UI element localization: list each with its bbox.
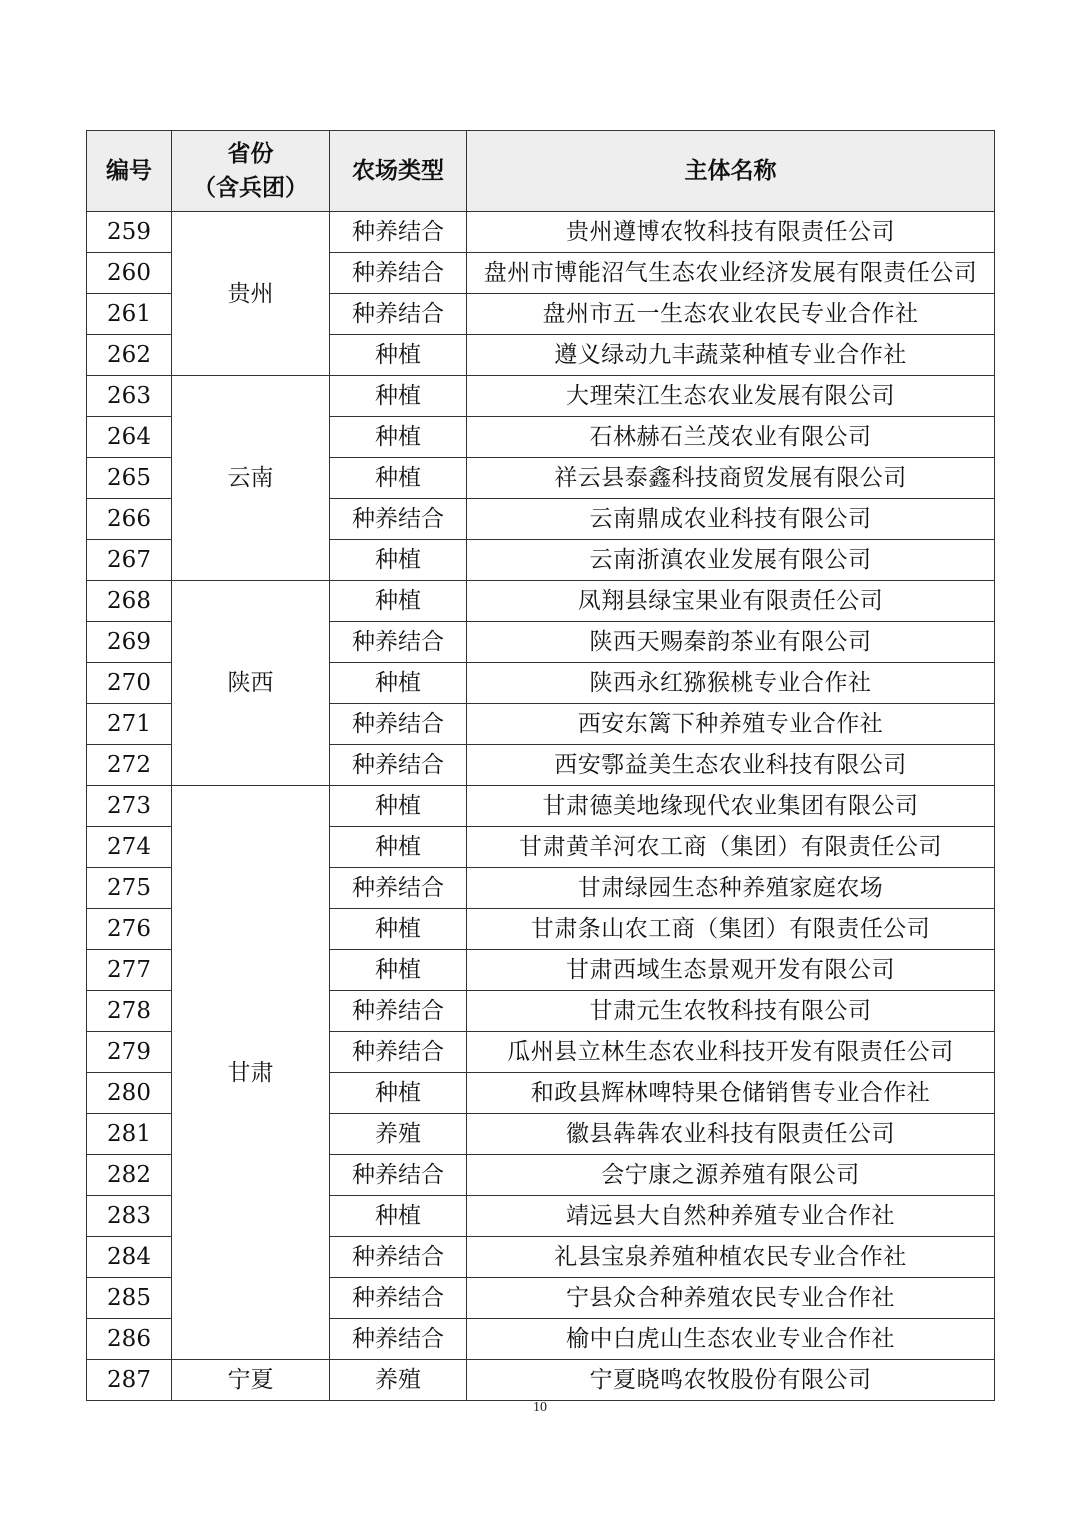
cell-entity-name: 宁县众合种养殖农民专业合作社 (467, 1278, 995, 1319)
cell-number: 276 (87, 909, 172, 950)
cell-farm-type: 种植 (330, 950, 467, 991)
cell-entity-name: 徽县犇犇农业科技有限责任公司 (467, 1114, 995, 1155)
cell-entity-name: 贵州遵博农牧科技有限责任公司 (467, 212, 995, 253)
cell-number: 265 (87, 458, 172, 499)
cell-number: 279 (87, 1032, 172, 1073)
cell-province: 宁夏 (172, 1360, 330, 1401)
cell-entity-name: 靖远县大自然种养殖专业合作社 (467, 1196, 995, 1237)
cell-number: 272 (87, 745, 172, 786)
header-province-line2: （含兵团） (193, 175, 308, 201)
table-body (87, 212, 995, 1401)
cell-number: 267 (87, 540, 172, 581)
cell-number: 260 (87, 253, 172, 294)
cell-farm-type: 种养结合 (330, 745, 467, 786)
cell-entity-name: 云南浙滇农业发展有限公司 (467, 540, 995, 581)
cell-farm-type: 种养结合 (330, 294, 467, 335)
cell-entity-name: 甘肃西域生态景观开发有限公司 (467, 950, 995, 991)
cell-entity-name: 甘肃元生农牧科技有限公司 (467, 991, 995, 1032)
cell-farm-type: 种植 (330, 335, 467, 376)
cell-number: 286 (87, 1319, 172, 1360)
cell-entity-name: 榆中白虎山生态农业专业合作社 (467, 1319, 995, 1360)
cell-entity-name: 礼县宝泉养殖种植农民专业合作社 (467, 1237, 995, 1278)
cell-farm-type: 种养结合 (330, 1155, 467, 1196)
cell-province: 云南 (172, 376, 330, 581)
cell-entity-name: 陕西天赐秦韵茶业有限公司 (467, 622, 995, 663)
cell-province: 甘肃 (172, 786, 330, 1360)
cell-farm-type: 种植 (330, 663, 467, 704)
cell-farm-type: 种植 (330, 827, 467, 868)
cell-farm-type: 种植 (330, 1196, 467, 1237)
cell-number: 263 (87, 376, 172, 417)
cell-farm-type: 种植 (330, 417, 467, 458)
header-province (172, 131, 330, 212)
cell-entity-name: 大理荣江生态农业发展有限公司 (467, 376, 995, 417)
cell-number: 264 (87, 417, 172, 458)
table-row (87, 212, 995, 253)
cell-farm-type: 种植 (330, 458, 467, 499)
cell-farm-type: 种养结合 (330, 868, 467, 909)
header-entity-name: 主体名称 (467, 131, 995, 212)
cell-farm-type: 种养结合 (330, 1319, 467, 1360)
cell-number: 271 (87, 704, 172, 745)
cell-number: 270 (87, 663, 172, 704)
cell-farm-type: 种养结合 (330, 212, 467, 253)
cell-number: 285 (87, 1278, 172, 1319)
page-number: 10 (533, 1400, 547, 1415)
cell-farm-type: 养殖 (330, 1360, 467, 1401)
cell-farm-type: 种植 (330, 376, 467, 417)
cell-entity-name: 甘肃条山农工商（集团）有限责任公司 (467, 909, 995, 950)
cell-number: 273 (87, 786, 172, 827)
table-row (87, 786, 995, 827)
cell-farm-type: 种养结合 (330, 1278, 467, 1319)
cell-number: 277 (87, 950, 172, 991)
cell-entity-name: 甘肃绿园生态种养殖家庭农场 (467, 868, 995, 909)
cell-farm-type: 种养结合 (330, 622, 467, 663)
cell-number: 275 (87, 868, 172, 909)
cell-number: 268 (87, 581, 172, 622)
cell-number: 282 (87, 1155, 172, 1196)
cell-number: 274 (87, 827, 172, 868)
cell-farm-type: 养殖 (330, 1114, 467, 1155)
cell-number: 283 (87, 1196, 172, 1237)
cell-entity-name: 祥云县泰鑫科技商贸发展有限公司 (467, 458, 995, 499)
cell-entity-name: 甘肃黄羊河农工商（集团）有限责任公司 (467, 827, 995, 868)
cell-farm-type: 种养结合 (330, 704, 467, 745)
cell-entity-name: 宁夏晓鸣农牧股份有限公司 (467, 1360, 995, 1401)
cell-entity-name: 和政县辉林啤特果仓储销售专业合作社 (467, 1073, 995, 1114)
cell-number: 262 (87, 335, 172, 376)
cell-number: 278 (87, 991, 172, 1032)
cell-entity-name: 盘州市五一生态农业农民专业合作社 (467, 294, 995, 335)
cell-farm-type: 种植 (330, 581, 467, 622)
table-row (87, 376, 995, 417)
cell-entity-name: 西安东篱下种养殖专业合作社 (467, 704, 995, 745)
header-province-line1: 省份 (227, 141, 274, 167)
cell-farm-type: 种养结合 (330, 991, 467, 1032)
cell-number: 259 (87, 212, 172, 253)
cell-farm-type: 种养结合 (330, 499, 467, 540)
cell-number: 280 (87, 1073, 172, 1114)
cell-number: 287 (87, 1360, 172, 1401)
table-row (87, 581, 995, 622)
cell-number: 261 (87, 294, 172, 335)
cell-entity-name: 西安鄠益美生态农业科技有限公司 (467, 745, 995, 786)
farm-list-table (86, 130, 995, 1401)
cell-number: 284 (87, 1237, 172, 1278)
cell-province: 贵州 (172, 212, 330, 376)
cell-farm-type: 种植 (330, 909, 467, 950)
cell-number: 281 (87, 1114, 172, 1155)
table-row (87, 1360, 995, 1401)
header-number: 编号 (87, 131, 172, 212)
cell-entity-name: 盘州市博能沼气生态农业经济发展有限责任公司 (467, 253, 995, 294)
cell-entity-name: 遵义绿动九丰蔬菜种植专业合作社 (467, 335, 995, 376)
cell-number: 269 (87, 622, 172, 663)
cell-farm-type: 种植 (330, 1073, 467, 1114)
cell-entity-name: 会宁康之源养殖有限公司 (467, 1155, 995, 1196)
cell-farm-type: 种植 (330, 786, 467, 827)
cell-entity-name: 陕西永红猕猴桃专业合作社 (467, 663, 995, 704)
header-farm-type: 农场类型 (330, 131, 467, 212)
cell-farm-type: 种植 (330, 540, 467, 581)
table-header-row (87, 131, 995, 212)
cell-entity-name: 甘肃德美地缘现代农业集团有限公司 (467, 786, 995, 827)
cell-entity-name: 石林赫石兰茂农业有限公司 (467, 417, 995, 458)
cell-entity-name: 瓜州县立林生态农业科技开发有限责任公司 (467, 1032, 995, 1073)
cell-farm-type: 种养结合 (330, 253, 467, 294)
cell-farm-type: 种养结合 (330, 1032, 467, 1073)
cell-province: 陕西 (172, 581, 330, 786)
cell-number: 266 (87, 499, 172, 540)
cell-farm-type: 种养结合 (330, 1237, 467, 1278)
cell-entity-name: 凤翔县绿宝果业有限责任公司 (467, 581, 995, 622)
cell-entity-name: 云南鼎成农业科技有限公司 (467, 499, 995, 540)
